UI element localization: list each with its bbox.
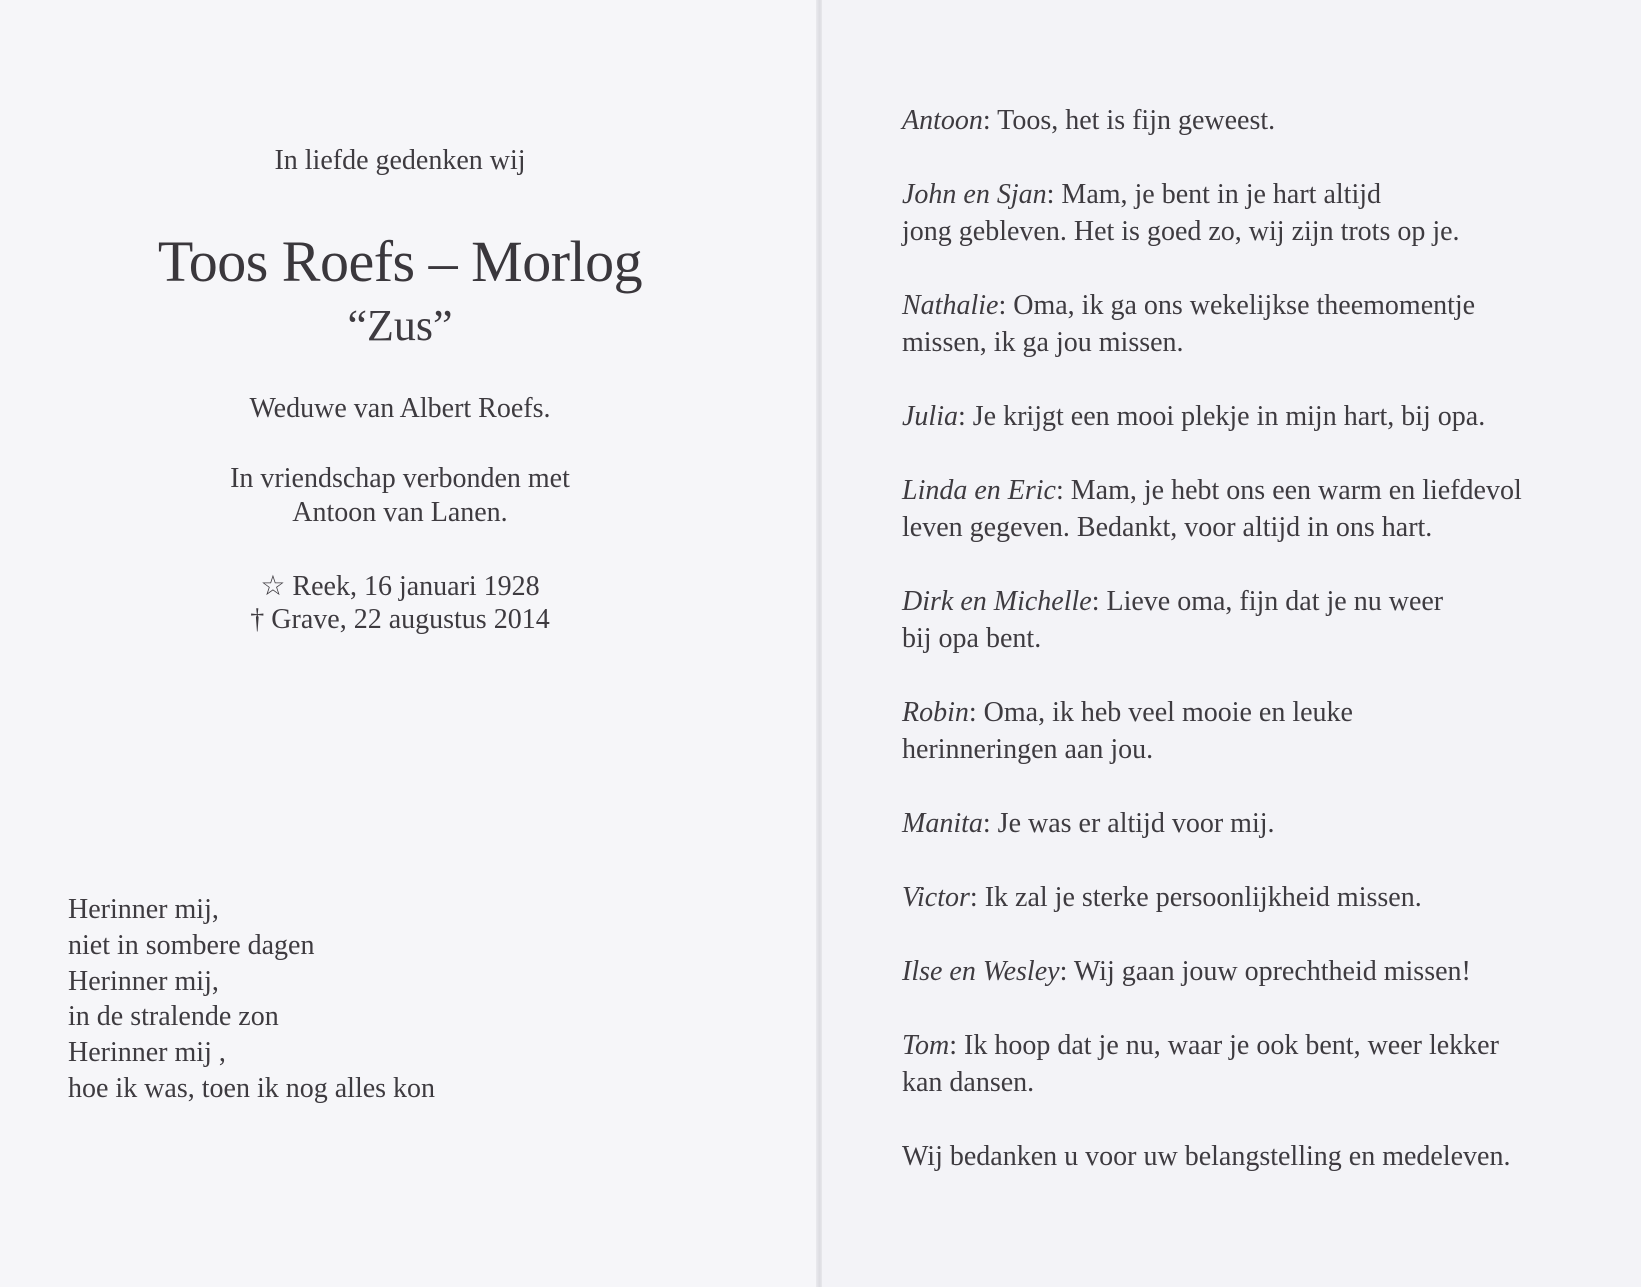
left-panel [0, 0, 818, 1287]
message-text: kan dansen. [902, 1067, 1035, 1098]
poem-line: Herinner mij, [68, 965, 219, 997]
message [902, 953, 1622, 990]
message-speaker: John en Sjan [902, 179, 1047, 210]
message-speaker: Manita [902, 808, 983, 839]
message-text: : Lieve oma, fijn dat je nu weer [1091, 586, 1444, 617]
message [902, 694, 1622, 768]
message [902, 1027, 1622, 1101]
message-speaker: Victor [902, 882, 970, 913]
poem-line: niet in sombere dagen [68, 929, 315, 961]
message [902, 102, 1622, 139]
message-speaker: Linda en Eric [902, 475, 1056, 506]
intro-text: In liefde gedenken wij [274, 145, 526, 176]
friendship-line-2: Antoon van Lanen. [292, 497, 508, 528]
friendship-line-1: In vriendschap verbonden met [230, 463, 570, 494]
message-text: herinneringen aan jou. [902, 734, 1154, 765]
message-text: jong gebleven. Het is goed zo, wij zijn trots op je. [902, 216, 1460, 247]
message-text: : Mam, je hebt ons een warm en liefdevol [1056, 475, 1522, 506]
birth-date: ☆ Reek, 16 januari 1928 [260, 571, 540, 602]
death-date: † Grave, 22 augustus 2014 [250, 604, 550, 635]
message-text: : Toos, het is fijn geweest. [982, 105, 1276, 136]
message-text: : Je krijgt een mooi plekje in mijn hart, bij opa. [958, 401, 1486, 432]
message-text: bij opa bent. [902, 623, 1042, 654]
message [902, 879, 1622, 916]
message-text: leven gegeven. Bedankt, voor altijd in ons hart. [902, 512, 1433, 543]
message-speaker: Ilse en Wesley [902, 956, 1060, 987]
poem-line: Herinner mij , [68, 1037, 226, 1069]
message [902, 472, 1622, 546]
message-text: missen, ik ga jou missen. [902, 327, 1184, 358]
poem-line: hoe ik was, toen ik nog alles kon [68, 1072, 436, 1104]
message-text: : Wij gaan jouw oprechtheid missen! [1059, 956, 1471, 987]
message-speaker: Nathalie [902, 290, 999, 321]
deceased-name: Toos Roefs – Morlog [157, 229, 643, 294]
message-speaker: Tom [902, 1030, 950, 1061]
message-text: : Oma, ik ga ons wekelijkse theemomentje [998, 290, 1476, 321]
message-text: : Je was er altijd voor mij. [982, 808, 1275, 839]
message [902, 583, 1622, 657]
message-text: : Ik hoop dat je nu, waar je ook bent, weer lekker [949, 1030, 1499, 1061]
closing-text: Wij bedanken u voor uw belangstelling en medeleven. [902, 1141, 1511, 1172]
message [902, 805, 1622, 842]
message-text: : Oma, ik heb veel mooie en leuke [968, 697, 1353, 728]
message [902, 287, 1622, 361]
poem-line: Herinner mij, [68, 894, 219, 925]
widow-text: Weduwe van Albert Roefs. [249, 393, 551, 424]
message-speaker: Dirk en Michelle [902, 586, 1092, 617]
message-speaker: Antoon [902, 105, 983, 136]
message-text: : Ik zal je sterke persoonlijkheid missen. [969, 882, 1422, 913]
message [902, 398, 1622, 435]
message-text: : Mam, je bent in je hart altijd [1046, 179, 1381, 210]
message-speaker: Julia [902, 401, 958, 432]
message [902, 176, 1622, 250]
poem [68, 892, 435, 1107]
message-speaker: Robin [902, 697, 969, 728]
poem-line: in de stralende zon [68, 1001, 279, 1033]
nickname: “Zus” [347, 301, 453, 350]
messages-list [902, 102, 1622, 1175]
